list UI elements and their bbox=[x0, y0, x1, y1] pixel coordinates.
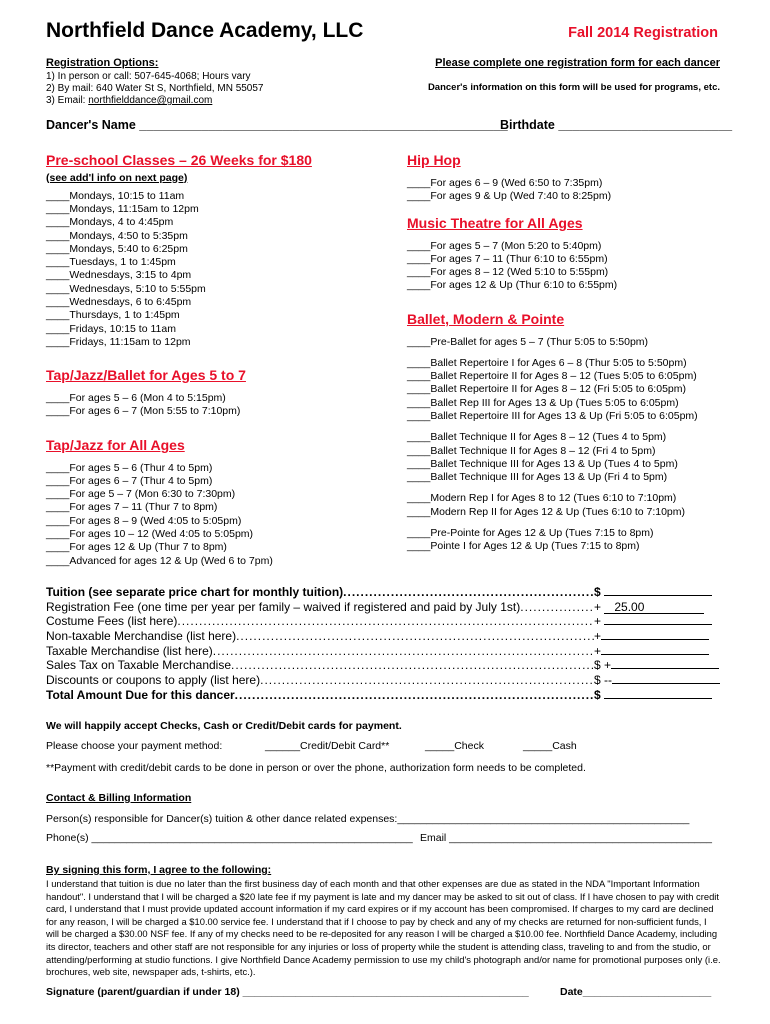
class-option[interactable]: ____Pre-Ballet for ages 5 – 7 (Thur 5:05 to 5:50pm) bbox=[407, 335, 649, 348]
credit-card-option[interactable]: ______Credit/Debit Card** bbox=[265, 740, 390, 752]
sales-tax-amount[interactable]: $ + bbox=[594, 658, 726, 673]
total-amount[interactable]: $ bbox=[594, 688, 726, 703]
hip-hop-heading: Hip Hop bbox=[407, 152, 461, 168]
contact-billing-heading: Contact & Billing Information bbox=[46, 792, 192, 804]
class-option[interactable]: ____Fridays, 11:15am to 12pm bbox=[46, 335, 191, 348]
nontaxable-amount[interactable]: + bbox=[594, 629, 726, 644]
class-option[interactable]: ____Ballet Technique III for Ages 13 & Up (Fri 4 to 5pm) bbox=[407, 471, 668, 484]
class-option[interactable]: ____Wednesdays, 3:15 to 4pm bbox=[46, 269, 192, 282]
discounts-row bbox=[46, 673, 726, 688]
class-option[interactable]: ____Ballet Technique II for Ages 8 – 12 (Fri 4 to 5pm) bbox=[407, 444, 656, 457]
option-email-prefix: 3) Email: bbox=[46, 95, 89, 106]
class-option[interactable]: ____Ballet Technique III for Ages 13 & Up (Tues 4 to 5pm) bbox=[407, 457, 678, 470]
option-in-person: 1) In person or call: 507-645-4068; Hours vary bbox=[46, 71, 251, 82]
music-theatre-heading: Music Theatre for All Ages bbox=[407, 215, 583, 231]
registration-title: Fall 2014 Registration bbox=[568, 25, 718, 41]
class-option[interactable]: ____Mondays, 4 to 4:45pm bbox=[46, 216, 174, 229]
tuition-amount[interactable]: $ bbox=[594, 585, 726, 600]
class-option[interactable]: ____For ages 6 – 7 (Thur 4 to 5pm) bbox=[46, 474, 213, 487]
email-field[interactable]: Email _____________________________________________ bbox=[420, 832, 712, 844]
total-row bbox=[46, 688, 726, 703]
ballet-heading: Ballet, Modern & Pointe bbox=[407, 311, 565, 327]
credit-card-note: **Payment with credit/debit cards to be done in person or over the phone, authorization form needs to be completed. bbox=[46, 762, 586, 774]
class-option[interactable]: ____Mondays, 11:15am to 12pm bbox=[46, 202, 199, 215]
class-option[interactable]: ____Pre-Pointe for Ages 12 & Up (Tues 7:15 to 8pm) bbox=[407, 527, 654, 540]
registration-fee-row bbox=[46, 600, 726, 615]
class-option[interactable]: ____For ages 8 – 9 (Wed 4:05 to 5:05pm) bbox=[46, 514, 242, 527]
registration-fee-amount[interactable]: + 25.00 bbox=[594, 600, 726, 615]
payment-method-label: Please choose your payment method: bbox=[46, 740, 223, 752]
class-option[interactable]: ____For age 5 – 7 (Mon 6:30 to 7:30pm) bbox=[46, 488, 236, 501]
class-option[interactable]: ____Ballet Repertoire II for Ages 8 – 12 (Tues 5:05 to 6:05pm) bbox=[407, 370, 697, 383]
fees-table bbox=[46, 585, 726, 703]
class-option[interactable]: ____For ages 7 – 11 (Thur 7 to 8pm) bbox=[46, 501, 218, 514]
class-option[interactable]: ____Fridays, 10:15 to 11am bbox=[46, 322, 176, 335]
registration-options bbox=[46, 71, 264, 107]
email-link[interactable]: northfielddance@gmail.com bbox=[88, 95, 213, 106]
signature-field[interactable]: Signature (parent/guardian if under 18) _________________________________________________ bbox=[46, 986, 529, 998]
tuition-row bbox=[46, 585, 726, 600]
taxable-row bbox=[46, 644, 726, 659]
preschool-heading: Pre-school Classes – 26 Weeks for $180 bbox=[46, 152, 312, 168]
tap-jazz-list bbox=[46, 462, 273, 568]
class-option[interactable]: ____Modern Rep II for Ages 12 & Up (Tues 6:10 to 7:10pm) bbox=[407, 505, 686, 518]
class-option[interactable]: ____For ages 12 & Up (Thur 7 to 8pm) bbox=[46, 541, 227, 554]
class-option[interactable]: ____For ages 7 – 11 (Thur 6:10 to 6:55pm) bbox=[407, 252, 608, 265]
hip-hop-section bbox=[407, 152, 611, 203]
class-option[interactable]: ____Wednesdays, 5:10 to 5:55pm bbox=[46, 282, 206, 295]
class-option[interactable]: ____Ballet Repertoire III for Ages 13 & Up (Fri 5:05 to 6:05pm) bbox=[407, 409, 698, 422]
class-option[interactable]: ____Mondays, 5:40 to 6:25pm bbox=[46, 242, 188, 255]
signature-date-field[interactable]: Date______________________ bbox=[560, 986, 712, 998]
class-option[interactable]: ____Ballet Repertoire II for Ages 8 – 12 (Fri 5:05 to 6:05pm) bbox=[407, 383, 686, 396]
tap-jazz-ballet-section bbox=[46, 367, 246, 418]
class-option[interactable]: ____For ages 10 – 12 (Wed 4:05 to 5:05pm) bbox=[46, 527, 254, 540]
sales-tax-label: Sales Tax on Taxable Merchandise bbox=[46, 658, 232, 673]
class-option[interactable]: ____Thursdays, 1 to 1:45pm bbox=[46, 309, 180, 322]
registration-options-heading: Registration Options: bbox=[46, 57, 159, 69]
class-option[interactable]: ____For ages 5 – 7 (Mon 5:20 to 5:40pm) bbox=[407, 239, 602, 252]
discounts-amount[interactable]: $ -- bbox=[594, 673, 726, 688]
class-option[interactable]: ____Tuesdays, 1 to 1:45pm bbox=[46, 256, 176, 269]
taxable-amount[interactable]: + bbox=[594, 644, 726, 659]
class-option[interactable]: ____Ballet Rep III for Ages 13 & Up (Tues 5:05 to 6:05pm) bbox=[407, 396, 679, 409]
hip-hop-list bbox=[407, 177, 611, 204]
academy-title: Northfield Dance Academy, LLC bbox=[46, 19, 364, 42]
costume-fees-row bbox=[46, 614, 726, 629]
registration-fee-value: 25.00 bbox=[604, 601, 704, 614]
nontaxable-row bbox=[46, 629, 726, 644]
class-option[interactable]: ____Wednesdays, 6 to 6:45pm bbox=[46, 296, 192, 308]
registration-fee-label: Registration Fee (one time per year per family – waived if registered and paid by July 1st) bbox=[46, 599, 521, 614]
class-option[interactable]: ____Modern Rep I for Ages 8 to 12 (Tues 6:10 to 7:10pm) bbox=[407, 492, 677, 505]
agreement-heading: By signing this form, I agree to the following: bbox=[46, 864, 272, 876]
class-option[interactable]: ____Mondays, 4:50 to 5:35pm bbox=[46, 229, 188, 242]
tap-jazz-section bbox=[46, 437, 273, 568]
responsible-person-field[interactable]: Person(s) responsible for Dancer(s) tuition & other dance related expenses:__________________________________________________ bbox=[46, 813, 690, 825]
total-label: Total Amount Due for this dancer bbox=[46, 687, 235, 702]
class-option[interactable]: ____For ages 5 – 6 (Mon 4 to 5:15pm) bbox=[46, 391, 226, 404]
complete-form-note: Please complete one registration form for each dancer bbox=[435, 57, 720, 69]
ballet-section bbox=[407, 311, 698, 554]
sales-tax-row bbox=[46, 658, 726, 673]
tuition-label: Tuition (see separate price chart for monthly tuition) bbox=[46, 585, 344, 599]
taxable-label: Taxable Merchandise (list here) bbox=[46, 643, 213, 658]
class-option[interactable]: ____For ages 9 & Up (Wed 7:40 to 8:25pm) bbox=[407, 189, 612, 202]
option-email bbox=[46, 95, 264, 107]
preschool-list bbox=[46, 190, 312, 350]
nontaxable-label: Non-taxable Merchandise (list here) bbox=[46, 629, 237, 644]
dancer-info-note: Dancer's information on this form will be used for programs, etc. bbox=[427, 82, 720, 93]
class-option[interactable]: ____For ages 12 & Up (Thur 6:10 to 6:55pm) bbox=[407, 279, 618, 292]
class-option[interactable]: ____Mondays, 10:15 to 11am bbox=[46, 189, 185, 202]
class-option[interactable]: ____Pointe I for Ages 12 & Up (Tues 7:15 to 8pm) bbox=[407, 540, 640, 553]
discounts-label: Discounts or coupons to apply (list here) bbox=[46, 673, 261, 688]
music-theatre-section bbox=[407, 215, 617, 293]
class-option[interactable]: ____Ballet Repertoire I for Ages 6 – 8 (Thur 5:05 to 5:50pm) bbox=[407, 356, 687, 369]
class-option[interactable]: ____Advanced for ages 12 & Up (Wed 6 to 7pm) bbox=[46, 554, 273, 567]
option-by-mail: 2) By mail: 640 Water St S, Northfield, MN 55057 bbox=[46, 83, 264, 94]
tap-jazz-ballet-heading: Tap/Jazz/Ballet for Ages 5 to 7 bbox=[46, 367, 246, 383]
costume-fees-amount[interactable]: + bbox=[594, 614, 726, 629]
tap-jazz-ballet-list bbox=[46, 392, 246, 419]
class-option[interactable]: ____For ages 8 – 12 (Wed 5:10 to 5:55pm) bbox=[407, 266, 609, 279]
class-option[interactable]: ____For ages 5 – 6 (Thur 4 to 5pm) bbox=[46, 461, 213, 474]
birthdate-field[interactable]: Birthdate _________________________ bbox=[500, 118, 733, 132]
tap-jazz-heading: Tap/Jazz for All Ages bbox=[46, 437, 185, 453]
class-option[interactable]: ____For ages 6 – 9 (Wed 6:50 to 7:35pm) bbox=[407, 176, 603, 189]
class-option[interactable]: ____Ballet Technique II for Ages 8 – 12 (Tues 4 to 5pm) bbox=[407, 431, 667, 444]
preschool-subheading: (see add'l info on next page) bbox=[46, 171, 188, 184]
music-theatre-list bbox=[407, 240, 617, 293]
cash-option[interactable]: _____Cash bbox=[523, 740, 577, 752]
class-option[interactable]: ____For ages 6 – 7 (Mon 5:55 to 7:10pm) bbox=[46, 404, 241, 417]
dancer-name-field[interactable]: Dancer's Name _____________________________________________________ bbox=[46, 118, 508, 132]
payment-accept-note: We will happily accept Checks, Cash or Credit/Debit cards for payment. bbox=[46, 720, 402, 732]
ballet-list bbox=[407, 336, 698, 554]
phone-field[interactable]: Phone(s) _______________________________________________________ bbox=[46, 832, 413, 844]
check-option[interactable]: _____Check bbox=[425, 740, 484, 752]
preschool-section bbox=[46, 152, 312, 349]
costume-fees-label: Costume Fees (list here) bbox=[46, 614, 178, 629]
agreement-text: I understand that tuition is due no later than the first business day of each month and that other expenses are due as stated in the NDA "Important Information handout". I understand that I will be charged a $20 late fee if my payment is late and my dancer may be asked to sit out of class. If I have chosen to pay with credit card, I understand that I must provide updated account information if my card expires or if my account has been compromised. If charges to my card are declined for any reason, I will be charged a $10.00 service fee. I understand that if I choose to pay by check and any of my checks are returned for non-sufficient funds, I will be charged a $30.00 NSF fee. If any of my checks need to be re-deposited for any reason I will be charged a $10.00 fee. Northfield Dance Academy, including its director, teachers and other staff are not responsible for any injuries or loss of property while the student is attending class, traveling to and from the studio, or attending/performing at studio functions. I give Northfield Dance Academy permission to use my child's photograph and/or name for promotional purposes only (i.e. brochures, web site, newspaper ads, t-shirts, etc.). bbox=[46, 878, 721, 978]
